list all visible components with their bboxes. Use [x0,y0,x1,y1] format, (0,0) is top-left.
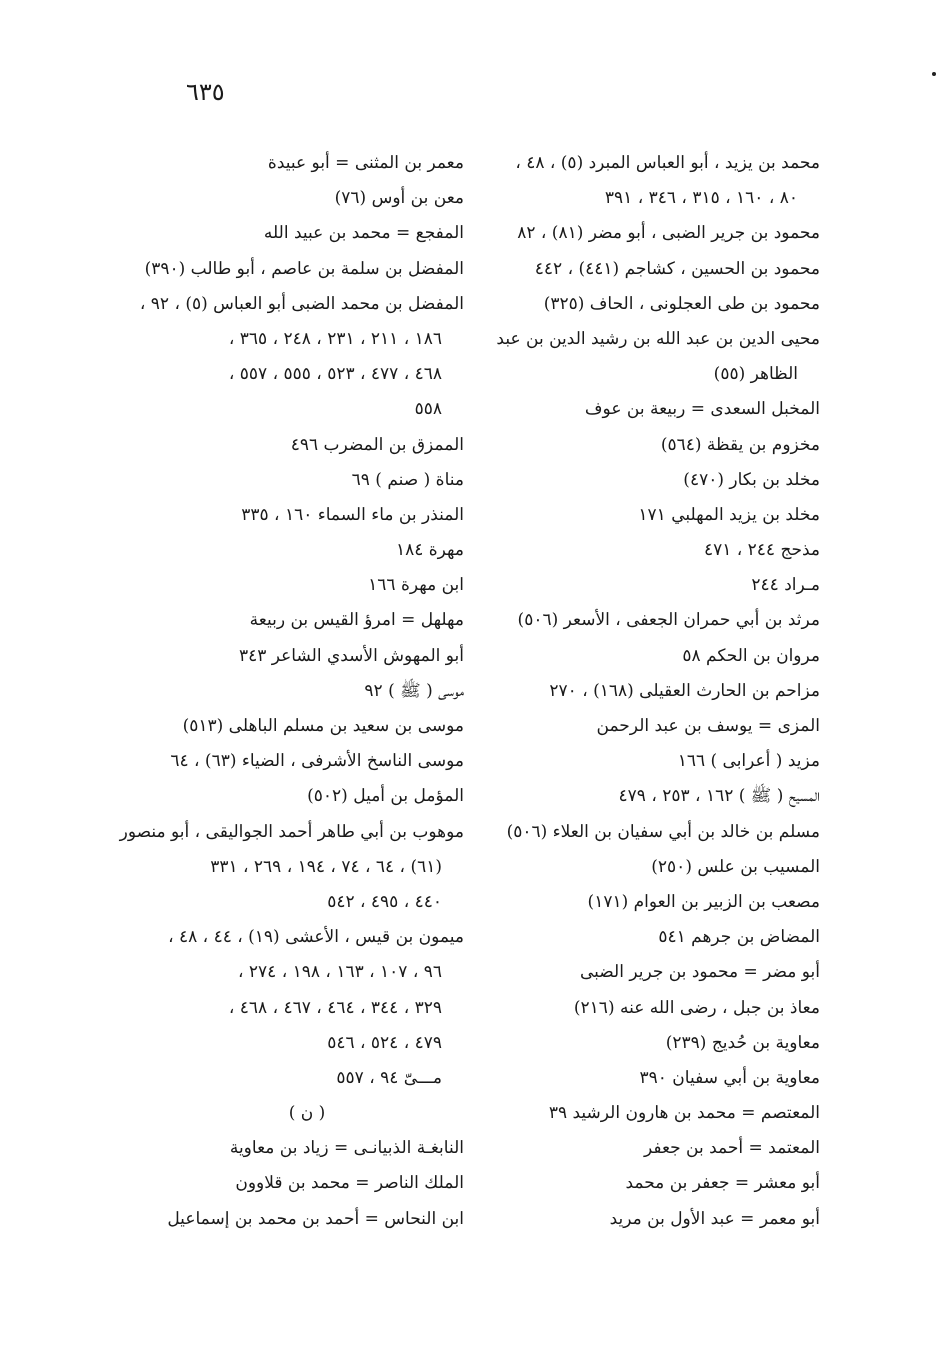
index-entry: المزى = يوسف بن عبد الرحمن [596,716,820,736]
index-entry: مهرة ١٨٤ [395,540,464,561]
index-entry: مناة ( صنم ) ٦٩ [351,469,464,490]
index-entry: مهلهل = امرؤ القيس بن ربيعة [249,610,464,631]
index-column-right [496,146,820,1237]
index-entry: ميمون بن قيس ، الأعشى (١٩) ، ٤٤ ، ٤٨ ، [168,927,464,948]
index-entry: محمد بن يزيد ، أبو العباس المبرد (٥) ، ٤٨ ، [515,153,820,173]
index-entry: ٨٠ ، ١٦٠ ، ٣١٥ ، ٣٤٦ ، ٣٩١ [604,188,798,209]
index-entry: المنذر بن ماء السماء ١٦٠ ، ٣٣٥ [241,504,464,525]
index-entry: أبو معمر = عبد الأول بن مريد [609,1208,820,1229]
index-entry: (٦١) ، ٦٤ ، ٧٤ ، ١٩٤ ، ٢٦٩ ، ٣٣١ [210,856,442,877]
index-entry: الممزق بن المضرب ٤٩٦ [290,434,464,455]
index-entry: معاذ بن جبل ، رضى الله عنه (٢١٦) [573,997,820,1018]
index-entry: مزيد ( أعرابى ) ١٦٦ [677,751,820,772]
index-entry: المفجع = محمد بن عبيد الله [263,223,464,244]
index-entry: النابغـة الذبيانـى = زياد بن معاوية [229,1138,464,1159]
index-entry: موسى ( ﷺ ) ٩٢ [364,680,464,701]
index-entry: موسى بن سعيد بن مسلم الباهلى (٥١٣) [182,716,464,736]
index-entry: المخبل السعدى = ربيعة بن عوف [584,399,820,420]
index-entry: ٣٢٩ ، ٣٤٤ ، ٤٦٤ ، ٤٦٧ ، ٤٦٨ ، [228,997,442,1018]
index-entry: المفضل بن محمد الضبى أبو العباس (٥) ، ٩٢ ، [139,293,464,314]
index-entry: ٩٦ ، ١٠٧ ، ١٦٣ ، ١٩٨ ، ٢٧٤ ، [238,962,442,983]
index-entry: الملك الناصر = محمد بن قلاوون [235,1173,464,1194]
index-entry: موسى الناسخ الأشرفى ، الضياء (٦٣) ، ٦٤ [170,751,464,772]
section-letter-heading: ( ن ) [288,1103,326,1124]
index-entry: محيى الدين بن عبد الله بن رشيد الدين بن عبد [496,328,820,349]
index-entry: مسلم بن خالد بن أبي سفيان بن العلاء (٥٠٦) [506,821,820,842]
index-entry: ٤٤٠ ، ٤٩٥ ، ٥٤٢ [327,891,442,912]
index-entry: موهوب بن أبي طاهر أحمد الجواليقى ، أبو منصور [119,821,464,842]
index-entry: محمود بن جرير الضبى ، أبو مضر (٨١) ، ٨٢ [517,223,820,244]
index-entry: محمود بن الحسين ، كشاجم (٤٤١) ، ٤٤٢ [534,258,820,279]
index-entry: مخزوم بن يقظة (٥٦٤) [660,434,820,455]
page-number: ٦٣٥ [186,78,225,106]
index-entry: أبو مضر = محمود بن جرير الضبى [579,962,820,983]
index-entry: مذحج ٢٤٤ ، ٤٧١ [703,540,820,561]
index-entry: المسيح ( ﷺ ) ١٦٢ ، ٢٥٣ ، ٤٧٩ [618,786,820,807]
index-column-left [119,146,464,1237]
index-entry: معاوية بن أبي سفيان ٣٩٠ [639,1067,820,1088]
index-entry: مصعب بن الزبير بن العوام (١٧١) [587,891,820,912]
index-entry: معاوية بن حُديج (٢٣٩) [665,1032,820,1053]
index-entry: مخلد بن يزيد المهلبي ١٧١ [638,504,820,525]
index-entry: ٤٧٩ ، ٥٢٤ ، ٥٤٦ [327,1032,442,1053]
index-entry: ابن مهرة ١٦٦ [368,575,464,596]
index-entry: أبو المهوش الأسدي الشاعر ٣٤٣ [238,645,464,666]
index-entry: مروان بن الحكم ٥٨ [682,645,820,666]
index-entry: المعتصم = محمد بن هارون الرشيد ٣٩ [548,1103,820,1124]
index-entry: ٥٥٨ [414,399,442,420]
index-entry: الظاهر (٥٥) [713,364,798,385]
index-entry: مـــىّ ٩٤ ، ٥٥٧ [336,1067,442,1088]
scan-mark [932,72,936,76]
index-entry: ١٨٦ ، ٢١١ ، ٢٣١ ، ٢٤٨ ، ٣٦٥ ، [228,328,442,349]
index-entry: المؤمل بن أميل (٥٠٢) [307,786,464,807]
index-entry: مخلد بن بكار (٤٧٠) [683,469,820,490]
index-entry: معمر بن المثنى = أبو عبيدة [267,153,464,173]
index-entry: معن بن أوس (٧٦) [334,188,464,209]
index-entry: مرثد بن أبي حمران الجعفى ، الأسعر (٥٠٦) [517,610,820,631]
index-entry: ابن النحاس = أحمد بن محمد بن إسماعيل [167,1208,464,1229]
index-entry: المسيب بن علس (٢٥٠) [651,856,820,877]
index-entry: المفضل بن سلمة بن عاصم ، أبو طالب (٣٩٠) [144,258,464,279]
index-entry: مـراد ٢٤٤ [751,575,820,596]
index-entry: المضاض بن جرهم ٥٤١ [658,927,820,948]
index-entry: مزاحم بن الحارث العقيلى (١٦٨) ، ٢٧٠ [549,680,820,701]
index-entry: محمود بن طى العجلونى ، الحاف (٣٢٥) [543,293,820,314]
index-entry: أبو معشر = جعفر بن محمد [625,1173,820,1194]
index-entry: المعتمد = أحمد بن جعفر [643,1138,820,1159]
index-entry: ٤٦٨ ، ٤٧٧ ، ٥٢٣ ، ٥٥٥ ، ٥٥٧ ، [228,364,442,385]
